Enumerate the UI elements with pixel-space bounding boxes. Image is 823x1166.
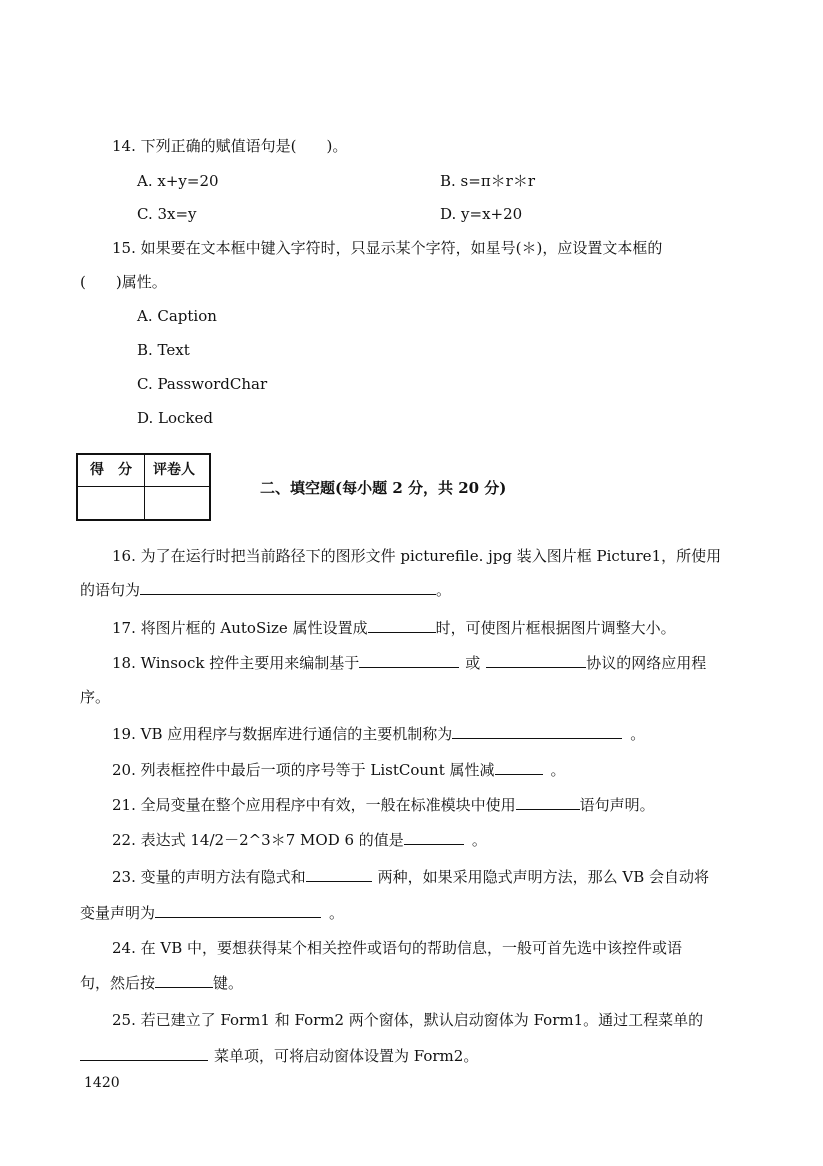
q25-line1: 25. 若已建立了 Form1 和 Form2 两个窗体，默认启动窗体为 Form1。通过工程菜单的 xyxy=(112,1011,704,1029)
q16-text: 的语句为 xyxy=(80,581,141,599)
q17-blank xyxy=(368,618,436,633)
q21-blank xyxy=(516,795,580,810)
q24-blank xyxy=(155,973,213,988)
q22-end: 。 xyxy=(471,831,487,849)
q23-line2 xyxy=(80,903,344,923)
section-title: 二、填空题(每小题 2 分，共 20 分) xyxy=(260,479,507,497)
q14-option-a: A. x+y=20 xyxy=(137,172,219,190)
q18-line1 xyxy=(112,653,706,673)
q24-text: 句，然后按 xyxy=(80,974,156,992)
q15-stem-line2: ( )属性。 xyxy=(80,273,167,291)
q18-blank-2 xyxy=(486,653,586,668)
q23-text-3: 变量声明为 xyxy=(80,904,156,922)
q17-text: 17. 将图片框的 AutoSize 属性设置成 xyxy=(112,619,368,637)
q18-line2: 序。 xyxy=(80,688,111,706)
q18-text: 18. Winsock 控件主要用来编制基于 xyxy=(112,654,360,672)
q15-option-d: D. Locked xyxy=(137,409,213,427)
q19-line xyxy=(112,724,645,744)
q21-text: 21. 全局变量在整个应用程序中有效，一般在标准模块中使用 xyxy=(112,796,516,814)
q20-text: 20. 列表框控件中最后一项的序号等于 ListCount 属性减 xyxy=(112,761,495,779)
q23-end: 。 xyxy=(329,904,345,922)
q19-end: 。 xyxy=(630,725,646,743)
q24-line1: 24. 在 VB 中，要想获得某个相关控件或语句的帮助信息，一般可首先选中该控件或语 xyxy=(112,939,683,957)
q17-line xyxy=(112,618,676,638)
q16-end: 。 xyxy=(436,581,452,599)
q23-text-2: 两种，如果采用隐式声明方法，那么 VB 会自动将 xyxy=(377,868,710,886)
q20-blank xyxy=(495,760,543,775)
q18-blank-1 xyxy=(359,653,459,668)
q23-line1 xyxy=(112,867,709,887)
q14-option-b: B. s=π＊r＊r xyxy=(440,172,536,190)
score-label: 得 分 xyxy=(90,462,132,478)
q20-line xyxy=(112,760,566,780)
q19-blank xyxy=(452,724,622,739)
q20-end: 。 xyxy=(550,761,566,779)
q15-option-c: C. PasswordChar xyxy=(137,375,268,393)
score-box xyxy=(76,453,211,521)
q25-line2 xyxy=(80,1046,478,1066)
q16-line1: 16. 为了在运行时把当前路径下的图形文件 picturefile. jpg 装入图片框 Picture1，所使用 xyxy=(112,547,722,565)
q21-end: 语句声明。 xyxy=(579,796,655,814)
q16-line2 xyxy=(80,580,451,600)
q25-text: 菜单项，可将启动窗体设置为 Form2。 xyxy=(214,1047,479,1065)
q22-blank xyxy=(404,830,464,845)
q14-option-c: C. 3x=y xyxy=(137,205,197,223)
q18-end: 协议的网络应用程 xyxy=(586,654,707,672)
q15-option-a: A. Caption xyxy=(137,307,217,325)
q14-stem: 14. 下列正确的赋值语句是( )。 xyxy=(112,137,348,155)
q25-blank xyxy=(80,1046,208,1061)
score-box-divider xyxy=(144,455,145,519)
q15-option-b: B. Text xyxy=(137,341,190,359)
q14-option-d: D. y=x+20 xyxy=(440,205,523,223)
q15-stem-line1: 15. 如果要在文本框中键入字符时，只显示某个字符，如星号(＊)，应设置文本框的 xyxy=(112,239,663,257)
q23-blank-1 xyxy=(306,867,372,882)
q21-line xyxy=(112,795,655,815)
q22-line xyxy=(112,830,487,850)
score-box-row-divider xyxy=(78,486,209,487)
q23-blank-2 xyxy=(155,903,321,918)
q24-end: 键。 xyxy=(213,974,244,992)
q16-blank xyxy=(140,580,436,595)
q18-or: 或 xyxy=(465,654,481,672)
q19-text: 19. VB 应用程序与数据库进行通信的主要机制称为 xyxy=(112,725,453,743)
q22-text: 22. 表达式 14/2－2^3＊7 MOD 6 的值是 xyxy=(112,831,404,849)
q23-text: 23. 变量的声明方法有隐式和 xyxy=(112,868,306,886)
reviewer-label: 评卷人 xyxy=(153,462,195,478)
page-number: 1420 xyxy=(84,1075,120,1091)
q24-line2 xyxy=(80,973,243,993)
q17-end: 时，可使图片框根据图片调整大小。 xyxy=(435,619,676,637)
